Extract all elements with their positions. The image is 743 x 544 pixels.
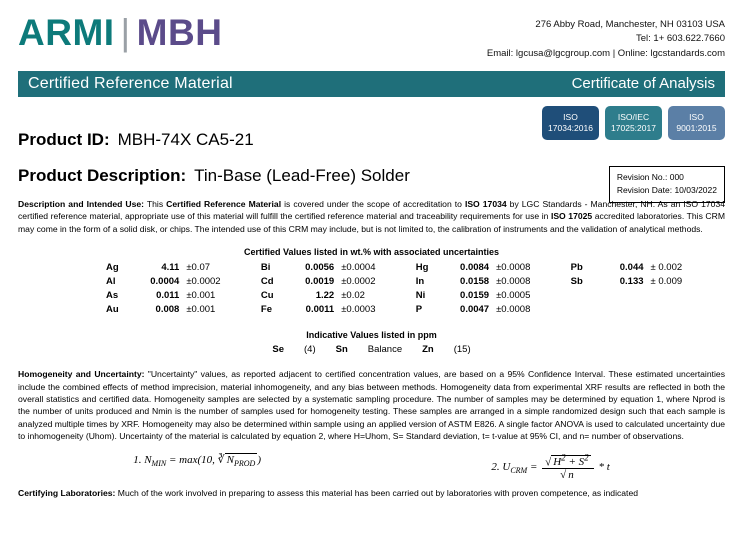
badge-iso-17025-line2: 17025:2017 bbox=[611, 123, 656, 133]
product-description-value: Tin-Base (Lead-Free) Solder bbox=[194, 165, 410, 185]
revision-box bbox=[609, 166, 725, 203]
cell-element: Zn bbox=[422, 344, 434, 356]
description-text-3: accredited laboratories. This CRM may come in the form of a solid disk, or chips. The intended use of this CRM may include, but is not limited to, the calibration of instruments and the validation of analytical methods. bbox=[18, 211, 725, 234]
badge-iso-9001-line2: 9001:2015 bbox=[676, 123, 717, 133]
badge-iso-17025-line1: ISO/IEC bbox=[617, 112, 650, 123]
contact-address bbox=[487, 14, 725, 61]
cell-value bbox=[596, 288, 644, 302]
cell-uncertainty: ±0.0002 bbox=[341, 275, 376, 287]
cell-element: Sn bbox=[335, 344, 348, 356]
badge-iso-17025 bbox=[605, 106, 662, 140]
table-row bbox=[18, 288, 725, 302]
product-description-label: Product Description: bbox=[18, 165, 187, 185]
cell-uncertainty: ± 0.009 bbox=[650, 275, 683, 287]
company-logo bbox=[18, 14, 222, 51]
cell-element: Cd bbox=[260, 275, 274, 287]
equation-2-number: 2. bbox=[491, 460, 500, 473]
cell-value: 0.044 bbox=[619, 261, 644, 273]
cell-element: In bbox=[415, 275, 425, 287]
description-text-0: This bbox=[144, 198, 167, 209]
equations-row bbox=[18, 453, 725, 482]
cell-uncertainty: ±0.0002 bbox=[186, 275, 221, 287]
product-id-label: Product ID: bbox=[18, 129, 110, 149]
cell-element: Se bbox=[272, 344, 284, 356]
table-row bbox=[18, 260, 725, 274]
certified-values-table bbox=[18, 260, 725, 316]
table-row bbox=[18, 302, 725, 316]
homogeneity-text: "Uncertainty" values, as reported adjacent to certified concentration values, are based on a 95% Confidence Interval. These estimated uncertainties include the combined effects of method imprecision, material inhomogeneity, and any bias between methods. Homogeneity data from experimental XRF results are reflected in both the overall statistics and certified data. Homogeneity samples are selected by a systematic sampling procedure. The number of samples may be determined by equation 1, where Nprod is the number of units produced and Nmin is the number of samples used for homogeneity testing. These samples are arranged in a simple randomized design such that each sample is analyzed multiple times by XRF. Homogeneity may also be determined within sample using an applied version of ASTM E826. A single factor ANOVA is used to calculated uncertainty due to inhomogeneity (Uhom). Uncertainty of the material is calculated by equation 2, where H=Uhom, S= Standard deviation, t= t-value at 95% CI, and n= number of observations. bbox=[18, 369, 725, 442]
cell-value: 0.133 bbox=[619, 275, 644, 287]
cell-value: 0.0019 bbox=[305, 275, 335, 287]
cell-value bbox=[596, 302, 644, 316]
certifying-laboratories-text: Much of the work involved in preparing to assess this material has been carried out by laboratories with proven competence, as indicated bbox=[115, 488, 639, 499]
cell-uncertainty: ±0.0004 bbox=[341, 261, 376, 273]
cell-element: P bbox=[415, 303, 423, 315]
address-line-1: 276 Abby Road, Manchester, NH 03103 USA bbox=[535, 19, 725, 30]
description-bold-2: ISO 17034 bbox=[464, 198, 507, 209]
cell-uncertainty: ±0.0003 bbox=[341, 303, 376, 315]
document-title-bar bbox=[18, 71, 725, 97]
equation-2 bbox=[491, 453, 609, 482]
cell-value: 4.11 bbox=[161, 261, 180, 273]
document-header bbox=[18, 0, 725, 61]
cell-value: 0.0084 bbox=[460, 261, 490, 273]
description-paragraph bbox=[18, 198, 725, 235]
logo-mbh: MBH bbox=[136, 12, 223, 53]
badge-iso-17034-line2: 17034:2016 bbox=[548, 123, 593, 133]
table-row bbox=[18, 274, 725, 288]
description-bold-1: Certified Reference Material bbox=[166, 198, 282, 209]
cell-element: As bbox=[106, 289, 119, 301]
revision-number: Revision No.: 000 bbox=[616, 172, 684, 182]
certified-values-title: Certified Values listed in wt.% with associated uncertainties bbox=[243, 247, 500, 258]
cell-value: Balance bbox=[367, 344, 403, 356]
accreditation-badges bbox=[542, 106, 725, 140]
cell-value: 0.0056 bbox=[305, 261, 335, 273]
certifying-laboratories-heading: Certifying Laboratories: bbox=[18, 488, 116, 499]
certifying-laboratories-paragraph bbox=[18, 487, 725, 499]
cell-value: (4) bbox=[304, 344, 316, 356]
address-line-2: Tel: 1+ 603.622.7660 bbox=[635, 33, 725, 45]
homogeneity-heading: Homogeneity and Uncertainty: bbox=[18, 369, 145, 380]
cell-value: 0.0011 bbox=[305, 303, 335, 315]
cell-uncertainty bbox=[644, 302, 725, 316]
description-heading: Description and Intended Use: bbox=[18, 198, 145, 209]
badge-iso-9001-line1: ISO bbox=[689, 112, 704, 123]
equation-1-body: $N_{MIN} = \max(10$, ∛ $N_{PROD}$ ) bbox=[144, 453, 261, 469]
cell-uncertainty bbox=[644, 288, 725, 302]
badge-iso-17034-line1: ISO bbox=[563, 112, 578, 123]
table-row bbox=[262, 343, 480, 356]
cell-uncertainty: ±0.02 bbox=[341, 289, 365, 301]
homogeneity-paragraph bbox=[18, 368, 725, 443]
cell-uncertainty: ±0.0008 bbox=[496, 261, 531, 273]
cell-element: Pb bbox=[570, 261, 583, 273]
product-id-value: MBH-74X CA5-21 bbox=[117, 129, 254, 149]
description-text-1: is covered under the scope of accreditation to bbox=[281, 198, 465, 209]
indicative-values-title: Indicative Values listed in ppm bbox=[306, 330, 437, 341]
logo-armi: ARMI bbox=[18, 12, 115, 53]
cell-uncertainty: ± 0.002 bbox=[650, 261, 683, 273]
address-line-3: Email: lgcusa@lgcgroup.com | Online: lgcstandards.com bbox=[486, 47, 725, 59]
cell-value: 0.0004 bbox=[150, 275, 180, 287]
badge-iso-9001 bbox=[668, 106, 725, 140]
cell-uncertainty: ±0.001 bbox=[186, 289, 216, 301]
cell-value: 0.0159 bbox=[460, 289, 490, 301]
cell-value: 0.008 bbox=[155, 303, 180, 315]
cell-value: 1.22 bbox=[315, 289, 335, 301]
badge-iso-17034 bbox=[542, 106, 599, 140]
cell-element: Ni bbox=[415, 289, 426, 301]
title-bar-right-label: Certificate of Analysis bbox=[571, 75, 715, 93]
equation-2-body: $U_{CRM}$ = $\frac{√ H^2 + S^2}{√ n}$ * t bbox=[502, 452, 610, 482]
cell-value: 0.0158 bbox=[460, 275, 490, 287]
cell-value: 0.0047 bbox=[460, 303, 490, 315]
cell-element: Cu bbox=[260, 289, 274, 301]
equation-1-number: 1. bbox=[133, 453, 142, 466]
equation-1 bbox=[133, 453, 261, 468]
title-bar-left-label: Certified Reference Material bbox=[28, 74, 233, 92]
revision-date: Revision Date: 10/03/2022 bbox=[616, 184, 717, 195]
cell-value: 0.011 bbox=[156, 289, 180, 301]
cell-element: Hg bbox=[415, 261, 429, 273]
cell-element bbox=[571, 302, 596, 316]
cell-element bbox=[571, 288, 596, 302]
logo-separator: | bbox=[120, 12, 131, 53]
description-bold-3: ISO 17025 bbox=[550, 211, 593, 222]
cell-element: Al bbox=[106, 275, 116, 287]
cell-element: Sb bbox=[570, 275, 583, 287]
indicative-values-table bbox=[262, 343, 480, 356]
description-text-2: by LGC Standards - Manchester, NH. As an ISO 17034 certified reference material, appropriate use of this material will fulfill the certified reference material and traceability requirements for use in bbox=[18, 198, 726, 222]
cell-uncertainty: ±0.0008 bbox=[496, 303, 531, 315]
cell-value: (15) bbox=[453, 344, 471, 356]
cell-element: Au bbox=[106, 303, 119, 315]
cell-element: Bi bbox=[260, 261, 271, 273]
cell-uncertainty: ±0.0008 bbox=[496, 275, 531, 287]
cell-uncertainty: ±0.07 bbox=[186, 261, 211, 273]
cell-uncertainty: ±0.0005 bbox=[496, 289, 531, 301]
cell-element: Fe bbox=[260, 303, 272, 315]
cell-element: Ag bbox=[106, 261, 119, 273]
cell-uncertainty: ±0.001 bbox=[186, 303, 216, 315]
